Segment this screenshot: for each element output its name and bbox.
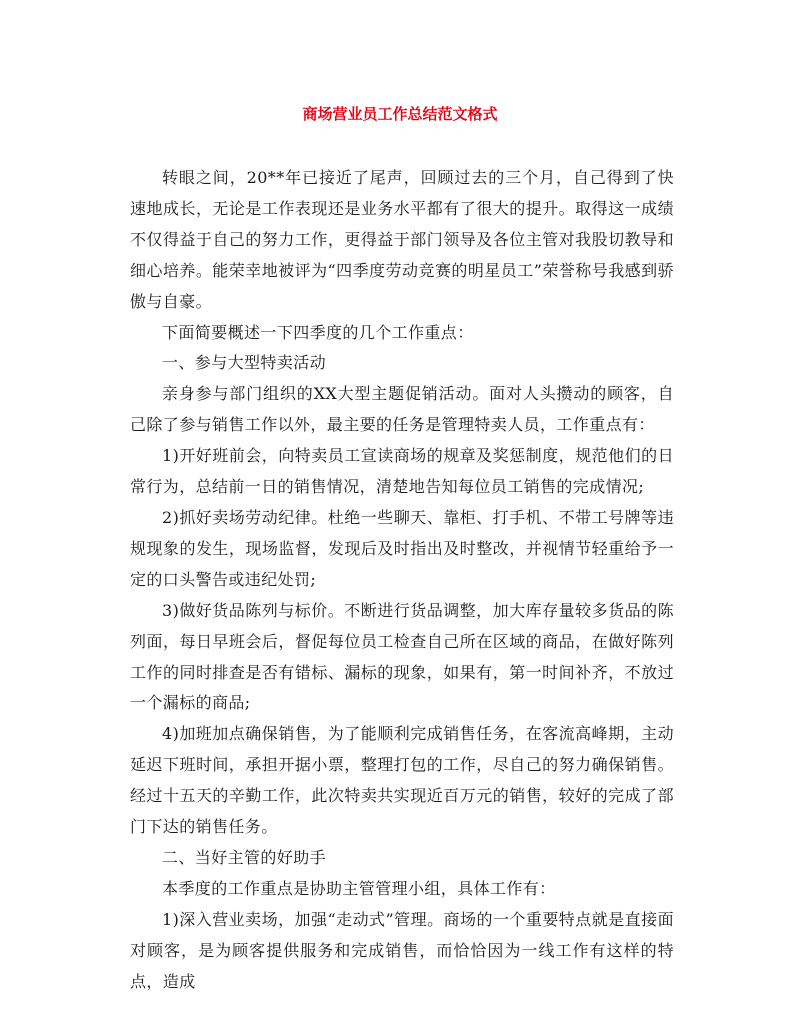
paragraph-section2-item-1: 1)深入营业卖场，加强“走动式”管理。商场的一个重要特点就是直接面对顾客，是为顾客提供服务和完成销售，而恰恰因为一线工作有这样的特点，造成 [130, 909, 674, 991]
section-heading-2: 二、当好主管的好助手 [162, 847, 327, 867]
document-body [130, 163, 674, 997]
paragraph-intro: 转眼之间，20**年已接近了尾声，回顾过去的三个月，自己得到了快速地成长，无论是工作表现还是业务水平都有了很大的提升。取得这一成绩不仅得益于自己的努力工作，更得益于部门领导及各位主管对我股切教导和细心培养。能荣幸地被评为“四季度劳动竞赛的明星员工”荣誉称号我感到骄傲与自豪。 [130, 168, 674, 311]
paragraph-overview: 下面简要概述一下四季度的几个工作重点： [162, 322, 474, 342]
paragraph-item-1: 1)开好班前会，向特卖员工宣读商场的规章及奖惩制度，规范他们的日常行为，总结前一日的销售情况，清楚地告知每位员工销售的完成情况; [130, 446, 674, 497]
section-heading-1: 一、参与大型特卖活动 [162, 353, 327, 373]
paragraph-section2-intro: 本季度的工作重点是协助主管管理小组，具体工作有： [162, 878, 556, 898]
paragraph-section1-intro: 亲身参与部门组织的XX大型主题促销活动。面对人头攒动的顾客，自己除了参与销售工作以外，最主要的任务是管理特卖人员，工作重点有： [130, 384, 674, 435]
document-title: 商场营业员工作总结范文格式 [302, 105, 498, 123]
paragraph-item-4: 4)加班加点确保销售，为了能顺利完成销售任务，在客流高峰期，主动延迟下班时间，承担开据小票，整理打包的工作，尽自己的努力确保销售。经过十五天的辛勤工作，此次特卖共实现近百万元的销售，较好的完成了部门下达的销售任务。 [130, 724, 674, 837]
paragraph-item-3: 3)做好货品陈列与标价。不断进行货品调整，加大库存量较多货品的陈列面，每日早班会后，督促每位员工检查自己所在区域的商品，在做好陈列工作的同时排查是否有错标、漏标的现象，如果有，第一时间补齐，不放过一个漏标的商品; [130, 600, 674, 713]
paragraph-item-2: 2)抓好卖场劳动纪律。杜绝一些聊天、靠柜、打手机、不带工号牌等违规现象的发生，现场监督，发现后及时指出及时整改，并视情节轻重给予一定的口头警告或违纪处罚; [130, 507, 674, 589]
